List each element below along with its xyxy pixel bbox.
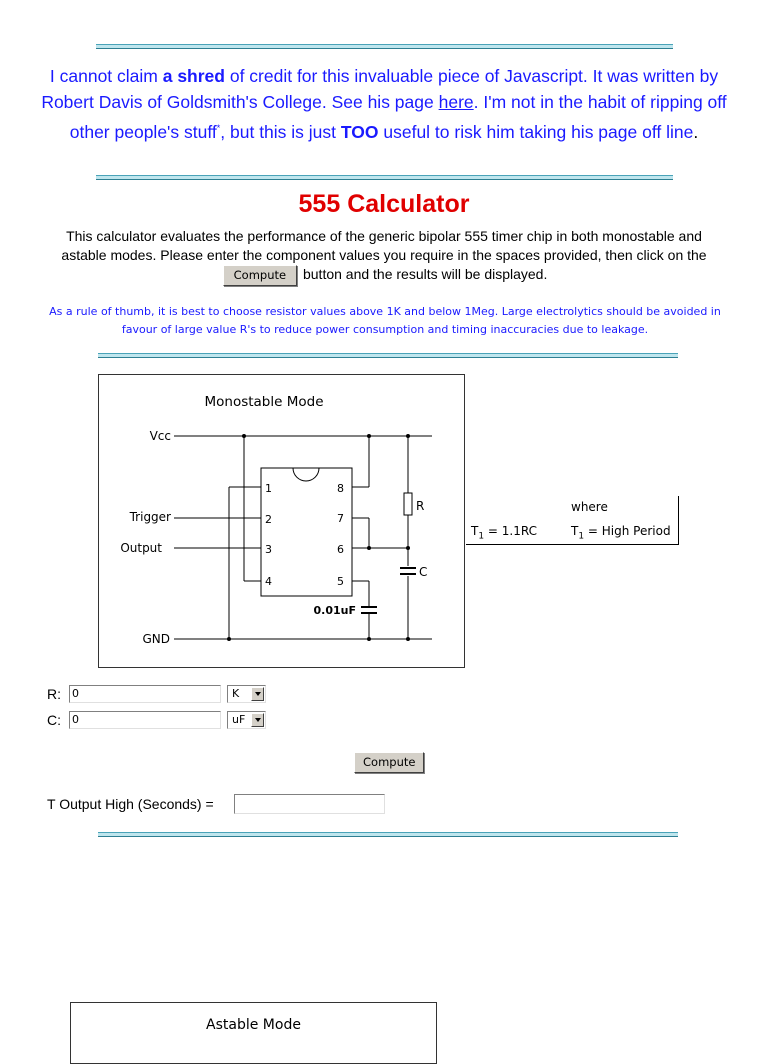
- credit-text: , but this is just: [220, 121, 341, 142]
- formula-period: [471, 524, 537, 541]
- cap-value-label: 0.01uF: [313, 604, 356, 617]
- resistor-input[interactable]: 0: [69, 685, 221, 703]
- pin-5: 5: [337, 575, 344, 588]
- gnd-label: GND: [142, 632, 170, 646]
- pin-7: 7: [337, 512, 344, 525]
- chevron-down-icon[interactable]: [251, 713, 264, 727]
- output-high-label: T Output High (Seconds) =: [47, 796, 214, 812]
- credit-emphasis: a shred: [162, 66, 225, 86]
- t-subscript: 1: [478, 531, 485, 542]
- credit-text: I cannot claim: [49, 66, 163, 86]
- output-label: Output: [120, 541, 162, 555]
- formula-definition: [571, 524, 671, 541]
- footnote-mark: *: [216, 123, 221, 133]
- chevron-down-icon[interactable]: [251, 687, 264, 701]
- divider-bottom: [98, 832, 678, 837]
- pin-1: 1: [265, 482, 272, 495]
- divider-top: [96, 44, 673, 49]
- trigger-label: Trigger: [129, 510, 171, 524]
- credit-emphasis: TOO: [340, 121, 379, 142]
- rule-of-thumb-note: As a rule of thumb, it is best to choose resistor values above 1K and below 1Meg. Large electrolytics should be avoided in favour of large value R's to reduce power consumption and timing inaccuracies due to leakage.: [49, 305, 721, 336]
- divider-intro: [96, 175, 673, 180]
- capacitor-label: C: [419, 565, 428, 579]
- capacitor-unit-value: uF: [232, 713, 246, 726]
- pin-6: 6: [337, 543, 344, 556]
- credit-text: useful to risk him taking his page off line: [378, 121, 694, 142]
- description-text: This calculator evaluates the performance of the generic bipolar 555 timer chip in both monostable and astable modes. Please enter the component values you require in the spaces provided, then click on the: [61, 228, 707, 263]
- capacitor-input-label: C:: [47, 712, 61, 728]
- credit-text: of credit for this invaluable piece of Javascript. It was written by Robert Davis of Goldsmith's College. See his page: [41, 66, 719, 112]
- formula-expression: = 1.1RC: [484, 524, 537, 538]
- resistor-label: R: [416, 499, 425, 513]
- formula-box: [466, 496, 679, 545]
- resistor-unit-value: K: [232, 687, 240, 700]
- output-high-field[interactable]: [234, 794, 385, 814]
- description: [44, 227, 724, 286]
- monostable-diagram: [98, 374, 465, 668]
- t-symbol: T: [471, 524, 479, 538]
- astable-diagram: [70, 1002, 437, 1064]
- where-label: where: [571, 500, 608, 514]
- capacitor-unit-select[interactable]: [227, 711, 266, 729]
- pin-8: 8: [337, 482, 344, 495]
- description-text: button and the results will be displayed.: [302, 266, 548, 282]
- page-title: 555 Calculator: [298, 190, 470, 218]
- inline-compute-button[interactable]: Compute: [223, 265, 297, 286]
- capacitor-input[interactable]: 0: [69, 711, 221, 729]
- pin-3: 3: [265, 543, 272, 556]
- schematic-drawing: [99, 375, 464, 667]
- formula-meaning: = High Period: [584, 524, 671, 538]
- credit-text: .: [693, 121, 699, 142]
- t-symbol: T: [571, 524, 579, 538]
- t-subscript: 1: [578, 531, 585, 542]
- resistor-symbol: [404, 493, 412, 515]
- pin-4: 4: [265, 575, 272, 588]
- pin-2: 2: [265, 513, 272, 526]
- divider-diagram: [98, 353, 678, 358]
- credit-text: . I'm not in the habit of ripping off other people's stuff: [69, 92, 727, 142]
- vcc-label: Vcc: [149, 429, 171, 443]
- author-page-link[interactable]: here: [438, 92, 474, 112]
- credit-notice: [40, 63, 728, 145]
- resistor-input-label: R:: [47, 686, 61, 702]
- astable-title: Astable Mode: [206, 1017, 301, 1033]
- resistor-unit-select[interactable]: [227, 685, 266, 703]
- diagram-title: Monostable Mode: [204, 394, 324, 410]
- compute-button[interactable]: Compute: [354, 752, 424, 773]
